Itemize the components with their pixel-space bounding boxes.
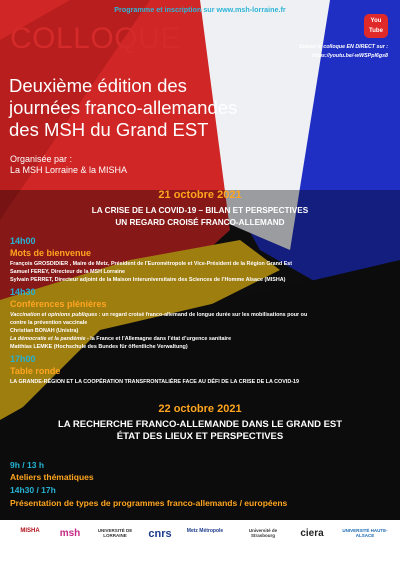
speaker-line: Sylvain PERRET, Directeur adjoint de la Maison Interuniversitaire des Sciences de l’Homme Alsace (MISHA): [10, 277, 286, 283]
talk1-rest: : un regard croisé franco-allemand de longue durée sur les mobilisations pour ou: [97, 312, 308, 318]
talk1-line-2: contre la prévention vaccinale: [10, 320, 88, 326]
talk2-title: La démocratie et la pandémie: [10, 336, 86, 342]
logo-universite-haute-alsace: UNIVERSITÉ HAUTE-ALSACE: [342, 528, 388, 538]
logo-universite-strasbourg: Université de Strasbourg: [248, 528, 278, 538]
speaker-line: François GROSDIDIER , Maire de Metz, Président de l’Eurométropole et Vice-Président de la Région Grand Est: [10, 261, 293, 267]
day2-heading-2: ÉTAT DES LIEUX ET PERSPECTIVES: [116, 431, 284, 442]
day1-s3-time: 17h00: [10, 354, 36, 364]
organizer-names: La MSH Lorraine & la MISHA: [10, 165, 128, 175]
talk2-line: [10, 336, 231, 342]
day1-s1-title: Mots de bienvenue: [10, 248, 92, 258]
day2-s2-title: Présentation de types de programmes franco-allemands / européens: [10, 498, 288, 508]
day2-s2-time: 14h30 / 17h: [10, 485, 56, 495]
day2-heading-1: LA RECHERCHE FRANCO-ALLEMANDE DANS LE GRAND EST: [57, 419, 343, 430]
round-table-topic: LA GRANDE-RÉGION ET LA COOPÉRATION TRANSFRONTALIÈRE FACE AU DÉFI DE LA CRISE DE LA COVID-19: [10, 379, 300, 385]
day1-heading-2: UN REGARD CROISÉ FRANCO-ALLEMAND: [115, 218, 285, 227]
live-link[interactable]: https://youtu.be/-wWSPpl6gs8: [312, 53, 388, 59]
talk1-title: Vaccination et opinions publiques: [10, 312, 98, 318]
colloque-title: COLLOQUE: [10, 22, 181, 55]
logo-metz-metropole: Metz Métropole: [186, 528, 224, 534]
partner-logos-strip: [0, 520, 400, 565]
talk2-rest: - la France et l’Allemagne dans l’état d’urgence sanitaire: [85, 336, 232, 342]
main-title-line-3: des MSH du Grand EST: [9, 119, 209, 140]
day1-s2-time: 14h30: [10, 287, 36, 297]
logo-msh: msh: [59, 528, 81, 539]
main-title-line-1: Deuxième édition des: [9, 75, 187, 96]
program-link[interactable]: Programme et inscription sur www.msh-lorraine.fr: [114, 5, 286, 14]
youtube-text-you: You: [370, 18, 382, 24]
logo-universite-lorraine: UNIVERSITÉ DE LORRAINE: [97, 528, 133, 538]
main-title-line-2: journées franco-allemandes: [9, 97, 238, 118]
talk1-line: [10, 312, 307, 318]
logo-misha: MISHA: [20, 528, 40, 534]
day1-date: 21 octobre 2021: [158, 189, 242, 201]
day1-heading-1: LA CRISE DE LA COVID-19 – BILAN ET PERSPECTIVES: [91, 206, 309, 215]
day2-date: 22 octobre 2021: [158, 403, 242, 415]
organizer-label: Organisée par :: [10, 154, 73, 164]
day1-s1-time: 14h00: [10, 236, 36, 246]
day2-s1-title: Ateliers thématiques: [10, 472, 94, 482]
logo-cnrs: cnrs: [148, 528, 172, 540]
logo-ciera: ciera: [300, 528, 324, 539]
speaker-line: Samuel FEREY, Directeur de la MSH Lorraine: [10, 269, 126, 275]
talk2-speaker: Matthias LEMKE (Hochschule des Bundes für öffentliche Verwaltung): [10, 344, 188, 350]
live-label: Suivez le colloque EN DIRECT sur :: [299, 44, 388, 50]
youtube-icon[interactable]: [364, 14, 388, 38]
day2-s1-time: 9h / 13 h: [10, 460, 45, 470]
youtube-text-tube: Tube: [369, 28, 383, 34]
talk1-speaker: Christian BONAH (Unistra): [10, 328, 79, 334]
day1-s3-title: Table ronde: [10, 366, 61, 376]
day1-s2-title: Conférences plénières: [10, 299, 107, 309]
